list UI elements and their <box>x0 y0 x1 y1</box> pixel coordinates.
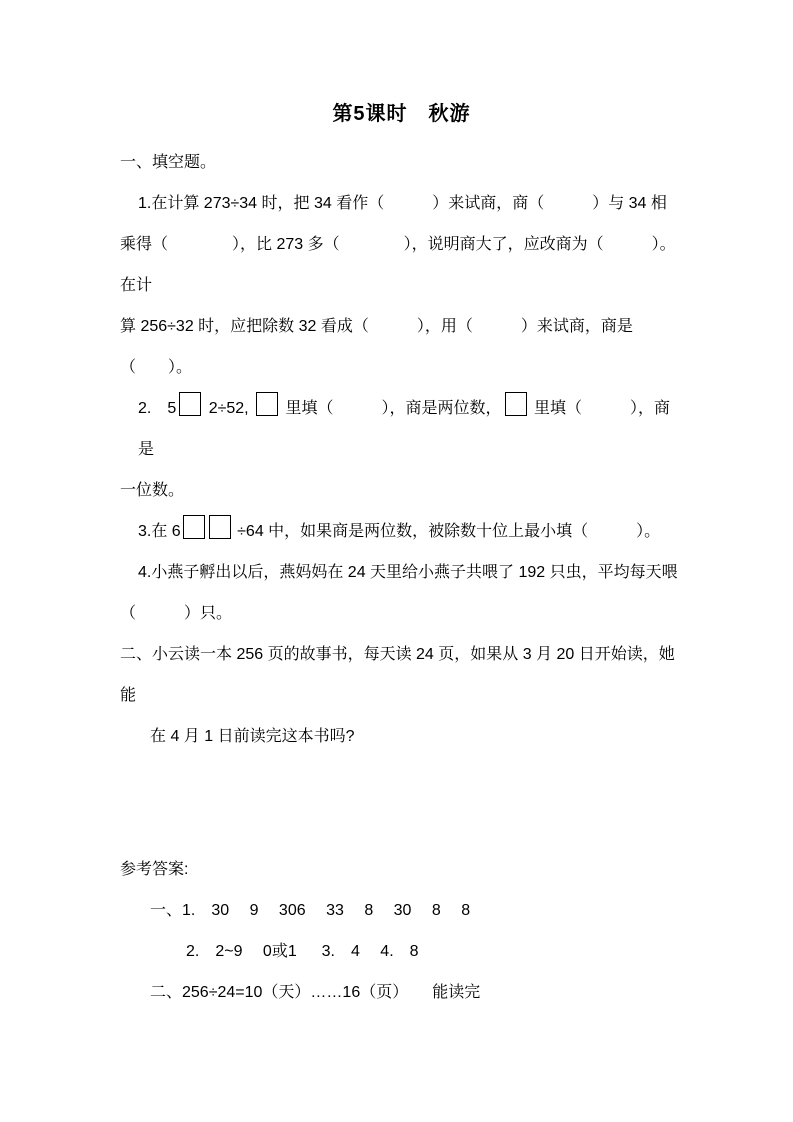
question-3-text-post: ÷64 中，如果商是两位数，被除数十位上最小填（ ）。 <box>232 523 661 540</box>
section2-line-3: 在 4 月 1 日前读完这本书吗? <box>150 728 355 745</box>
answers-heading: 参考答案: <box>120 861 189 878</box>
blank-box <box>209 515 231 539</box>
question-2-text-seg2: 里填（ ），商是两位数， <box>281 400 502 417</box>
section2-line-1: 二、小云读一本 256 页的故事书，每天读 24 页，如果从 3 月 20 日开始读，她 <box>120 646 675 663</box>
question-1-line-1: 1.在计算 273÷34 时，把 34 看作（ ）来试商，商（ ）与 34 相 <box>138 195 667 212</box>
question-2-text-seg3: 里填（ ），商是 <box>138 400 670 458</box>
section1-heading: 一、填空题。 <box>120 154 217 171</box>
question-3-text-pre: 3.在 6 <box>138 523 181 540</box>
question-2-text-seg1: 2÷52, <box>204 400 254 417</box>
answers-line-1: 一、1. 30 9 306 33 8 30 8 8 <box>150 902 471 919</box>
question-3-line <box>120 511 683 552</box>
question-4-line-1: 4.小燕子孵出以后，燕妈妈在 24 天里给小燕子共喂了 192 只虫，平均每天喂 <box>138 564 678 581</box>
blank-box-pair <box>181 523 233 540</box>
question-2-line-1 <box>120 388 683 470</box>
answers-line-3: 二、256÷24=10（天）……16（页） 能读完 <box>150 984 481 1001</box>
section2-line-2: 能 <box>120 687 137 704</box>
blank-box <box>505 392 527 416</box>
question-1-line-2: 乘得（ ），比 273 多（ ），说明商大了，应改商为（ ）。在计 <box>120 236 676 294</box>
blank-box <box>179 392 201 416</box>
answers-line-2: 2. 2~9 0或1 3. 4 4. 8 <box>186 943 419 960</box>
page-title: 第5课时 秋游 <box>332 103 471 125</box>
question-2-line-2: 一位数。 <box>120 482 185 499</box>
blank-box <box>256 392 278 416</box>
question-4-line-2: （ ）只。 <box>120 605 233 622</box>
question-1-line-3: 算 256÷32 时，应把除数 32 看成（ ），用（ ）来试商，商是（ ）。 <box>120 318 633 376</box>
blank-box <box>183 515 205 539</box>
question-2-text-pre: 2. 5 <box>138 400 177 417</box>
